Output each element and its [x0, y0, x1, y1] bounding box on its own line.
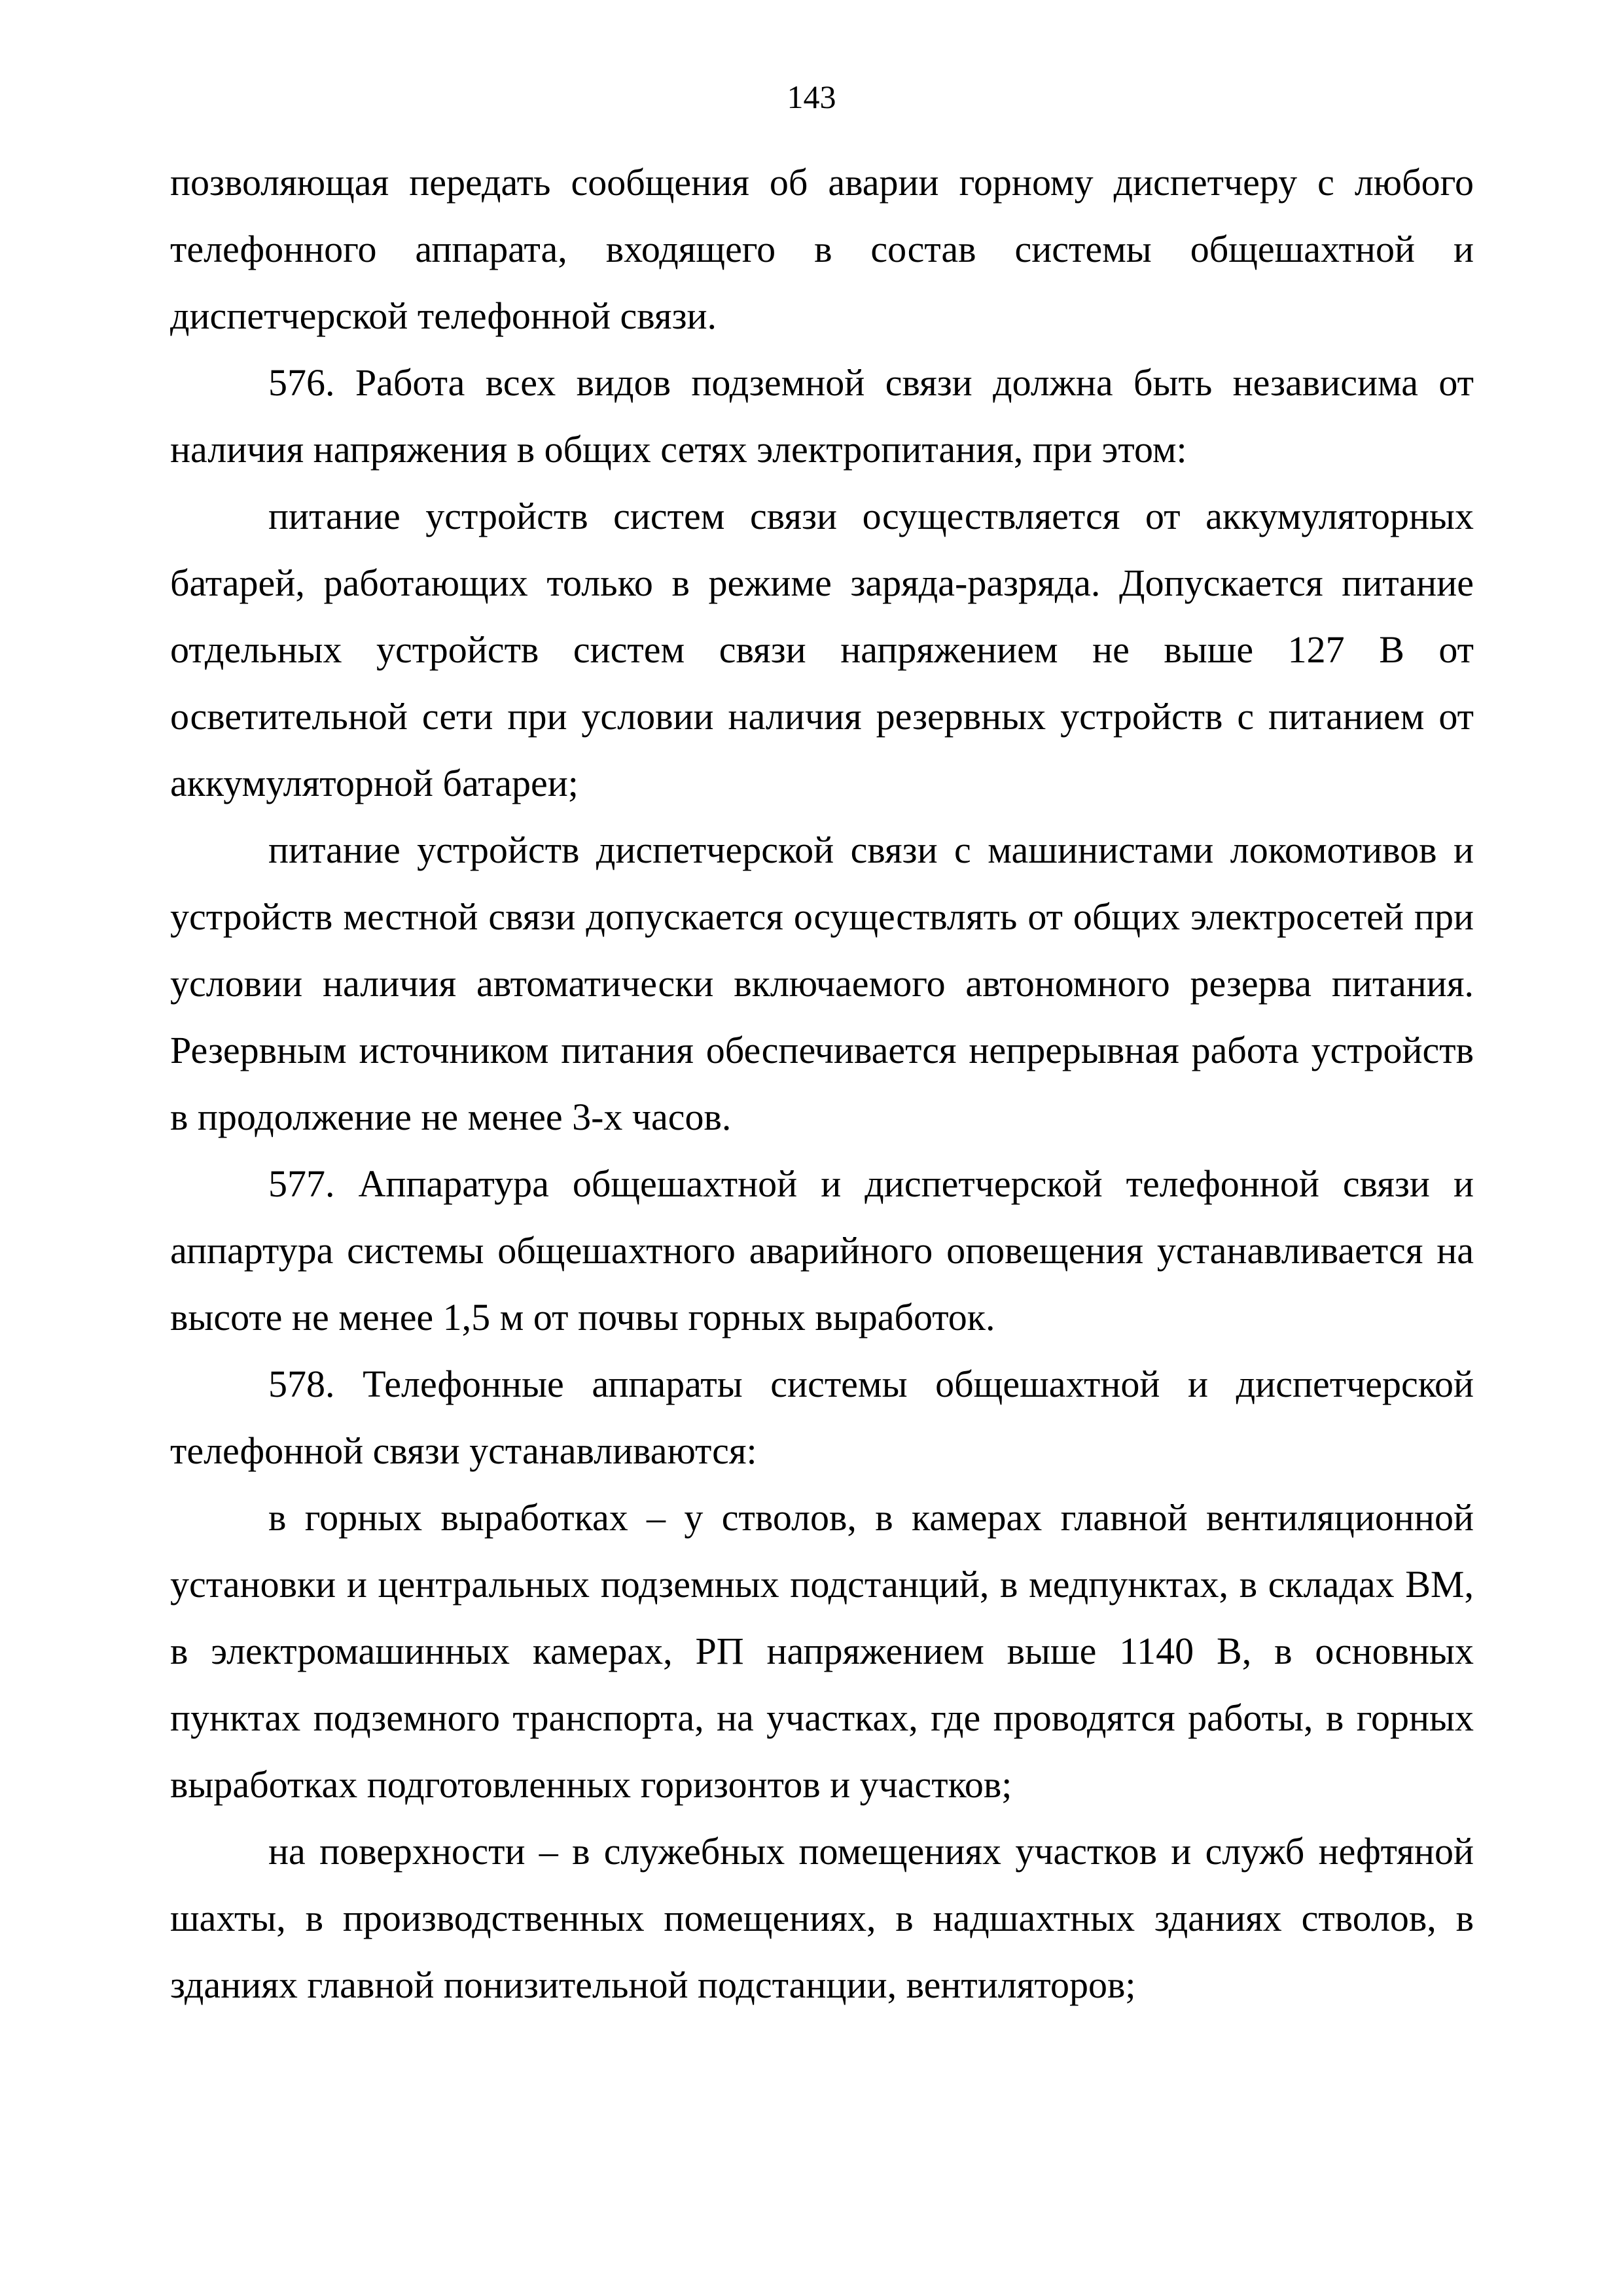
- paragraph-576-dispatch-power: питание устройств диспетчерской связи с машинистами локомотивов и устройств местной связи допускается осуществлять от общих электросетей при условии наличия автоматически включаемого автономного резерва питания. Резервным источником питания обеспечивается непрерывная работа устройств в продолжение не менее 3-х часов.: [170, 829, 1474, 1138]
- paragraph-576-battery-power: питание устройств систем связи осуществляется от аккумуляторных батарей, работающих только в режиме заряда-разряда. Допускается питание отдельных устройств систем связи напряжением не выше 127 В от осветительной сети при условии наличия резервных устройств с питанием от аккумуляторной батареи;: [170, 495, 1474, 804]
- document-body: [170, 149, 1474, 2018]
- paragraph-576: 576. Работа всех видов подземной связи должна быть независима от наличия напряжения в общих сетях электропитания, при этом:: [170, 361, 1474, 471]
- paragraph-578: 578. Телефонные аппараты системы общешахтной и диспетчерской телефонной связи устанавливаются:: [170, 1363, 1474, 1472]
- paragraph-continuation: позволяющая передать сообщения об аварии горному диспетчеру с любого телефонного аппарата, входящего в состав системы общешахтной и диспетчерской телефонной связи.: [170, 161, 1474, 337]
- paragraph-578-surface: на поверхности – в служебных помещениях участков и служб нефтяной шахты, в производственных помещениях, в надшахтных зданиях стволов, в зданиях главной понизительной подстанции, вентиляторов;: [170, 1830, 1474, 2006]
- paragraph-577: 577. Аппаратура общешахтной и диспетчерской телефонной связи и аппартура системы общешахтного аварийного оповещения устанавливается на высоте не менее 1,5 м от почвы горных выработок.: [170, 1162, 1474, 1338]
- page-number: 143: [787, 79, 836, 115]
- paragraph-578-underground: в горных выработках – у стволов, в камерах главной вентиляционной установки и центральных подземных подстанций, в медпунктах, в складах ВМ, в электромашинных камерах, РП напряжением выше 1140 В, в основных пунктах подземного транспорта, на участках, где проводятся работы, в горных выработках подготовленных горизонтов и участков;: [170, 1496, 1474, 1806]
